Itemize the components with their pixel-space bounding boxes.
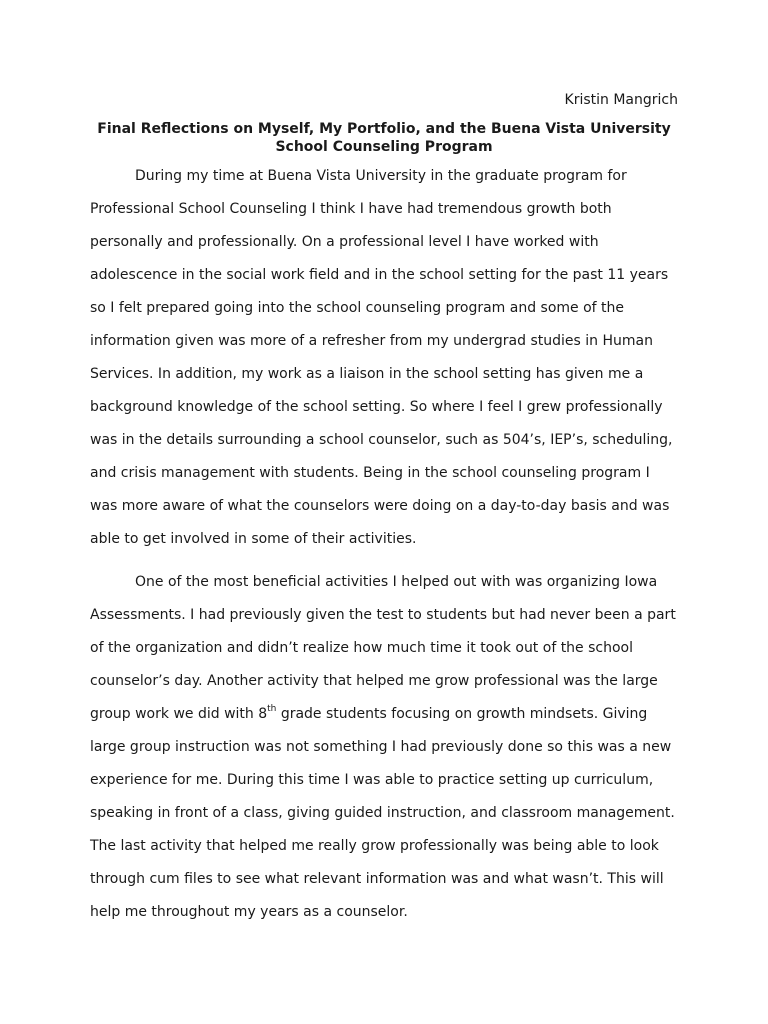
paragraph-1-line: so I felt prepared going into the school counseling program and some of the	[90, 300, 625, 316]
paragraph-2-line: experience for me. During this time I was able to practice setting up curriculum,	[90, 772, 654, 788]
paragraph-1-line: able to get involved in some of their activities.	[90, 531, 417, 547]
line-text: grade students focusing on growth mindsets. Giving	[276, 706, 648, 722]
paragraph-1-line: During my time at Buena Vista University in the graduate program for	[135, 168, 627, 184]
paragraph-2-line: The last activity that helped me really grow professionally was being able to look	[90, 838, 659, 854]
paragraph-1-line: information given was more of a refresher from my undergrad studies in Human	[90, 333, 653, 349]
title-line: Final Reflections on Myself, My Portfolio, and the Buena Vista University	[97, 121, 671, 137]
paragraph-2-line: of the organization and didn’t realize how much time it took out of the school	[90, 640, 634, 656]
paragraph-1-line: was more aware of what the counselors were doing on a day-to-day basis and was	[90, 498, 670, 514]
paragraph-2-line: One of the most beneficial activities I helped out with was organizing Iowa	[135, 574, 658, 590]
paragraph-2-line: through cum files to see what relevant information was and what wasn’t. This will	[90, 871, 664, 887]
document-title	[60, 120, 708, 156]
title-line: School Counseling Program	[275, 139, 493, 155]
paragraph-2-line: counselor’s day. Another activity that helped me grow professional was the large	[90, 673, 658, 689]
paragraph-1-line: background knowledge of the school setting. So where I feel I grew professionally	[90, 399, 663, 415]
paragraph-2-line: large group instruction was not something I had previously done so this was a new	[90, 739, 672, 755]
paragraph-1-line: Professional School Counseling I think I have had tremendous growth both	[90, 201, 612, 217]
paragraph-1-line: adolescence in the social work field and in the school setting for the past 11 years	[90, 267, 669, 283]
paragraph-2-line: Assessments. I had previously given the test to students but had never been a part	[90, 607, 676, 623]
paragraph-2-line	[90, 704, 690, 724]
line-text: group work we did with 8	[90, 706, 268, 722]
paragraph-1-line: was in the details surrounding a school counselor, such as 504’s, IEP’s, scheduling,	[90, 432, 673, 448]
ordinal-superscript: th	[267, 704, 277, 715]
paragraph-2-line: help me throughout my years as a counselor.	[90, 904, 408, 920]
paragraph-1-line: personally and professionally. On a professional level I have worked with	[90, 234, 599, 250]
paragraph-2-line: speaking in front of a class, giving guided instruction, and classroom management.	[90, 805, 675, 821]
paragraph-1-line: and crisis management with students. Being in the school counseling program I	[90, 465, 650, 481]
paragraph-1-line: Services. In addition, my work as a liaison in the school setting has given me a	[90, 366, 644, 382]
author-name: Kristin Mangrich	[564, 92, 678, 108]
